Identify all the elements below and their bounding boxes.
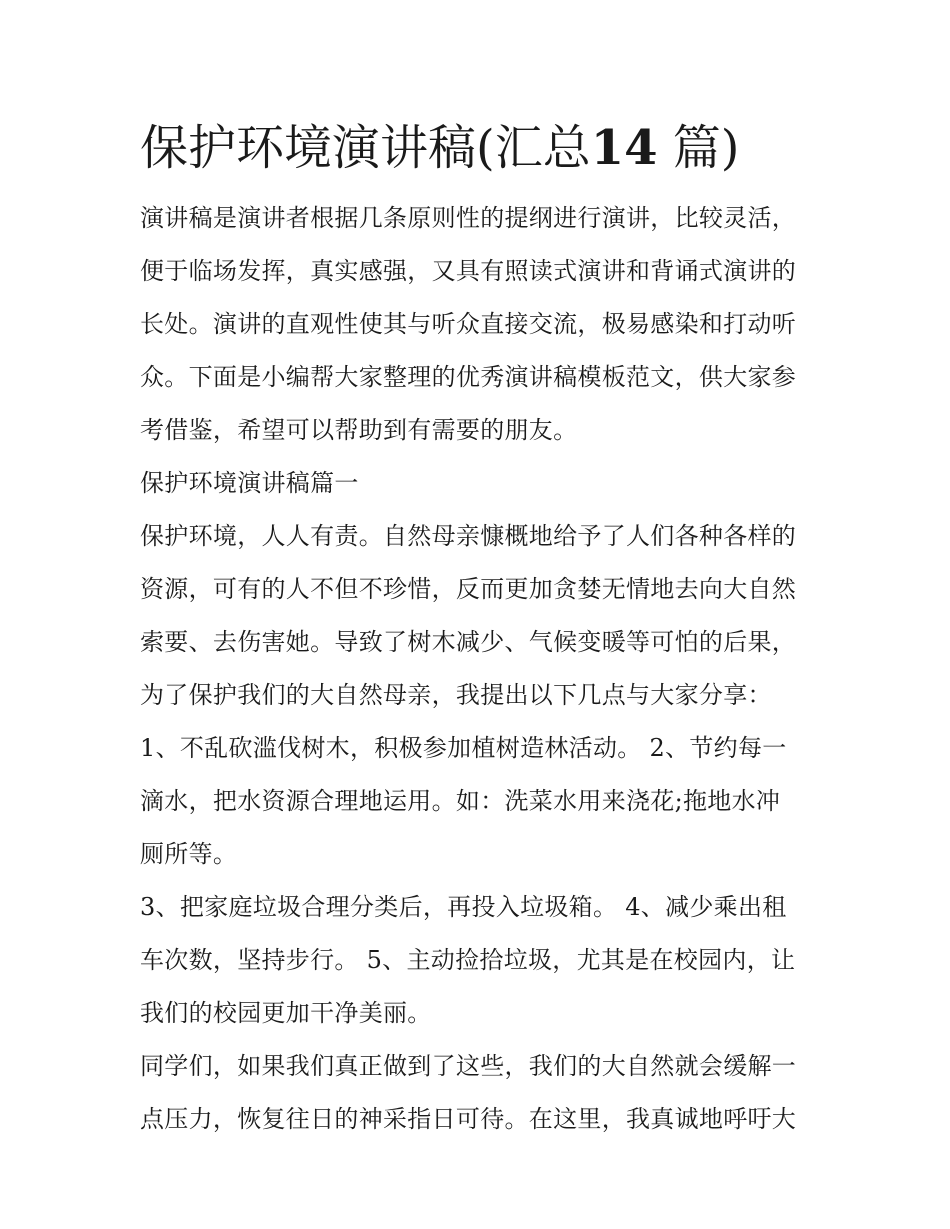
text-line: 3、把家庭垃圾合理分类后，再投入垃圾箱。 4、减少乘出租 <box>140 893 787 921</box>
section-heading <box>140 457 816 510</box>
text-line: 为了保护我们的大自然母亲，我提出以下几点与大家分享： <box>140 681 772 709</box>
text-line: 我们的校园更加干净美丽。 <box>140 999 432 1027</box>
text-line: 演讲稿是演讲者根据几条原则性的提纲进行演讲，比较灵活， <box>140 204 797 232</box>
title-suffix: 篇) <box>672 120 740 176</box>
text-line: 点压力，恢复往日的神采指日可待。在这里，我真诚地呼吁大 <box>140 1105 797 1133</box>
body-paragraph <box>140 1040 816 1146</box>
document-title <box>140 110 816 186</box>
text-line: 同学们，如果我们真正做到了这些，我们的大自然就会缓解一 <box>140 1052 797 1080</box>
text-line: 考借鉴，希望可以帮助到有需要的朋友。 <box>140 416 578 444</box>
text-line: 保护环境演讲稿篇一 <box>140 469 359 497</box>
text-line: 厕所等。 <box>140 840 238 868</box>
list-paragraph <box>140 722 816 881</box>
text-line: 索要、去伤害她。导致了树木减少、气候变暖等可怕的后果， <box>140 628 797 656</box>
text-line: 长处。演讲的直观性使其与听众直接交流，极易感染和打动听 <box>140 310 797 338</box>
text-line: 保护环境，人人有责。自然母亲慷概地给予了人们各种各样的 <box>140 522 797 550</box>
text-line: 滴水，把水资源合理地运用。如：洗菜水用来浇花;拖地水冲 <box>140 787 781 815</box>
text-line: 车次数，坚持步行。 5、主动捡拾垃圾，尤其是在校园内，让 <box>140 946 796 974</box>
text-line: 1、不乱砍滥伐树木，积极参加植树造林活动。 2、节约每一 <box>140 734 787 762</box>
text-line: 资源，可有的人不但不珍惜，反而更加贪婪无情地去向大自然 <box>140 575 797 603</box>
body-paragraph <box>140 510 816 722</box>
text-line: 众。下面是小编帮大家整理的优秀演讲稿模板范文，供大家参 <box>140 363 797 391</box>
document-page <box>140 110 816 1146</box>
intro-paragraph <box>140 192 816 457</box>
document-body <box>140 192 816 1146</box>
title-number: 14 <box>590 120 658 176</box>
title-text: 保护环境演讲稿(汇总 <box>140 120 591 176</box>
text-line: 便于临场发挥，真实感强，又具有照读式演讲和背诵式演讲的 <box>140 257 797 285</box>
list-paragraph <box>140 881 816 1040</box>
